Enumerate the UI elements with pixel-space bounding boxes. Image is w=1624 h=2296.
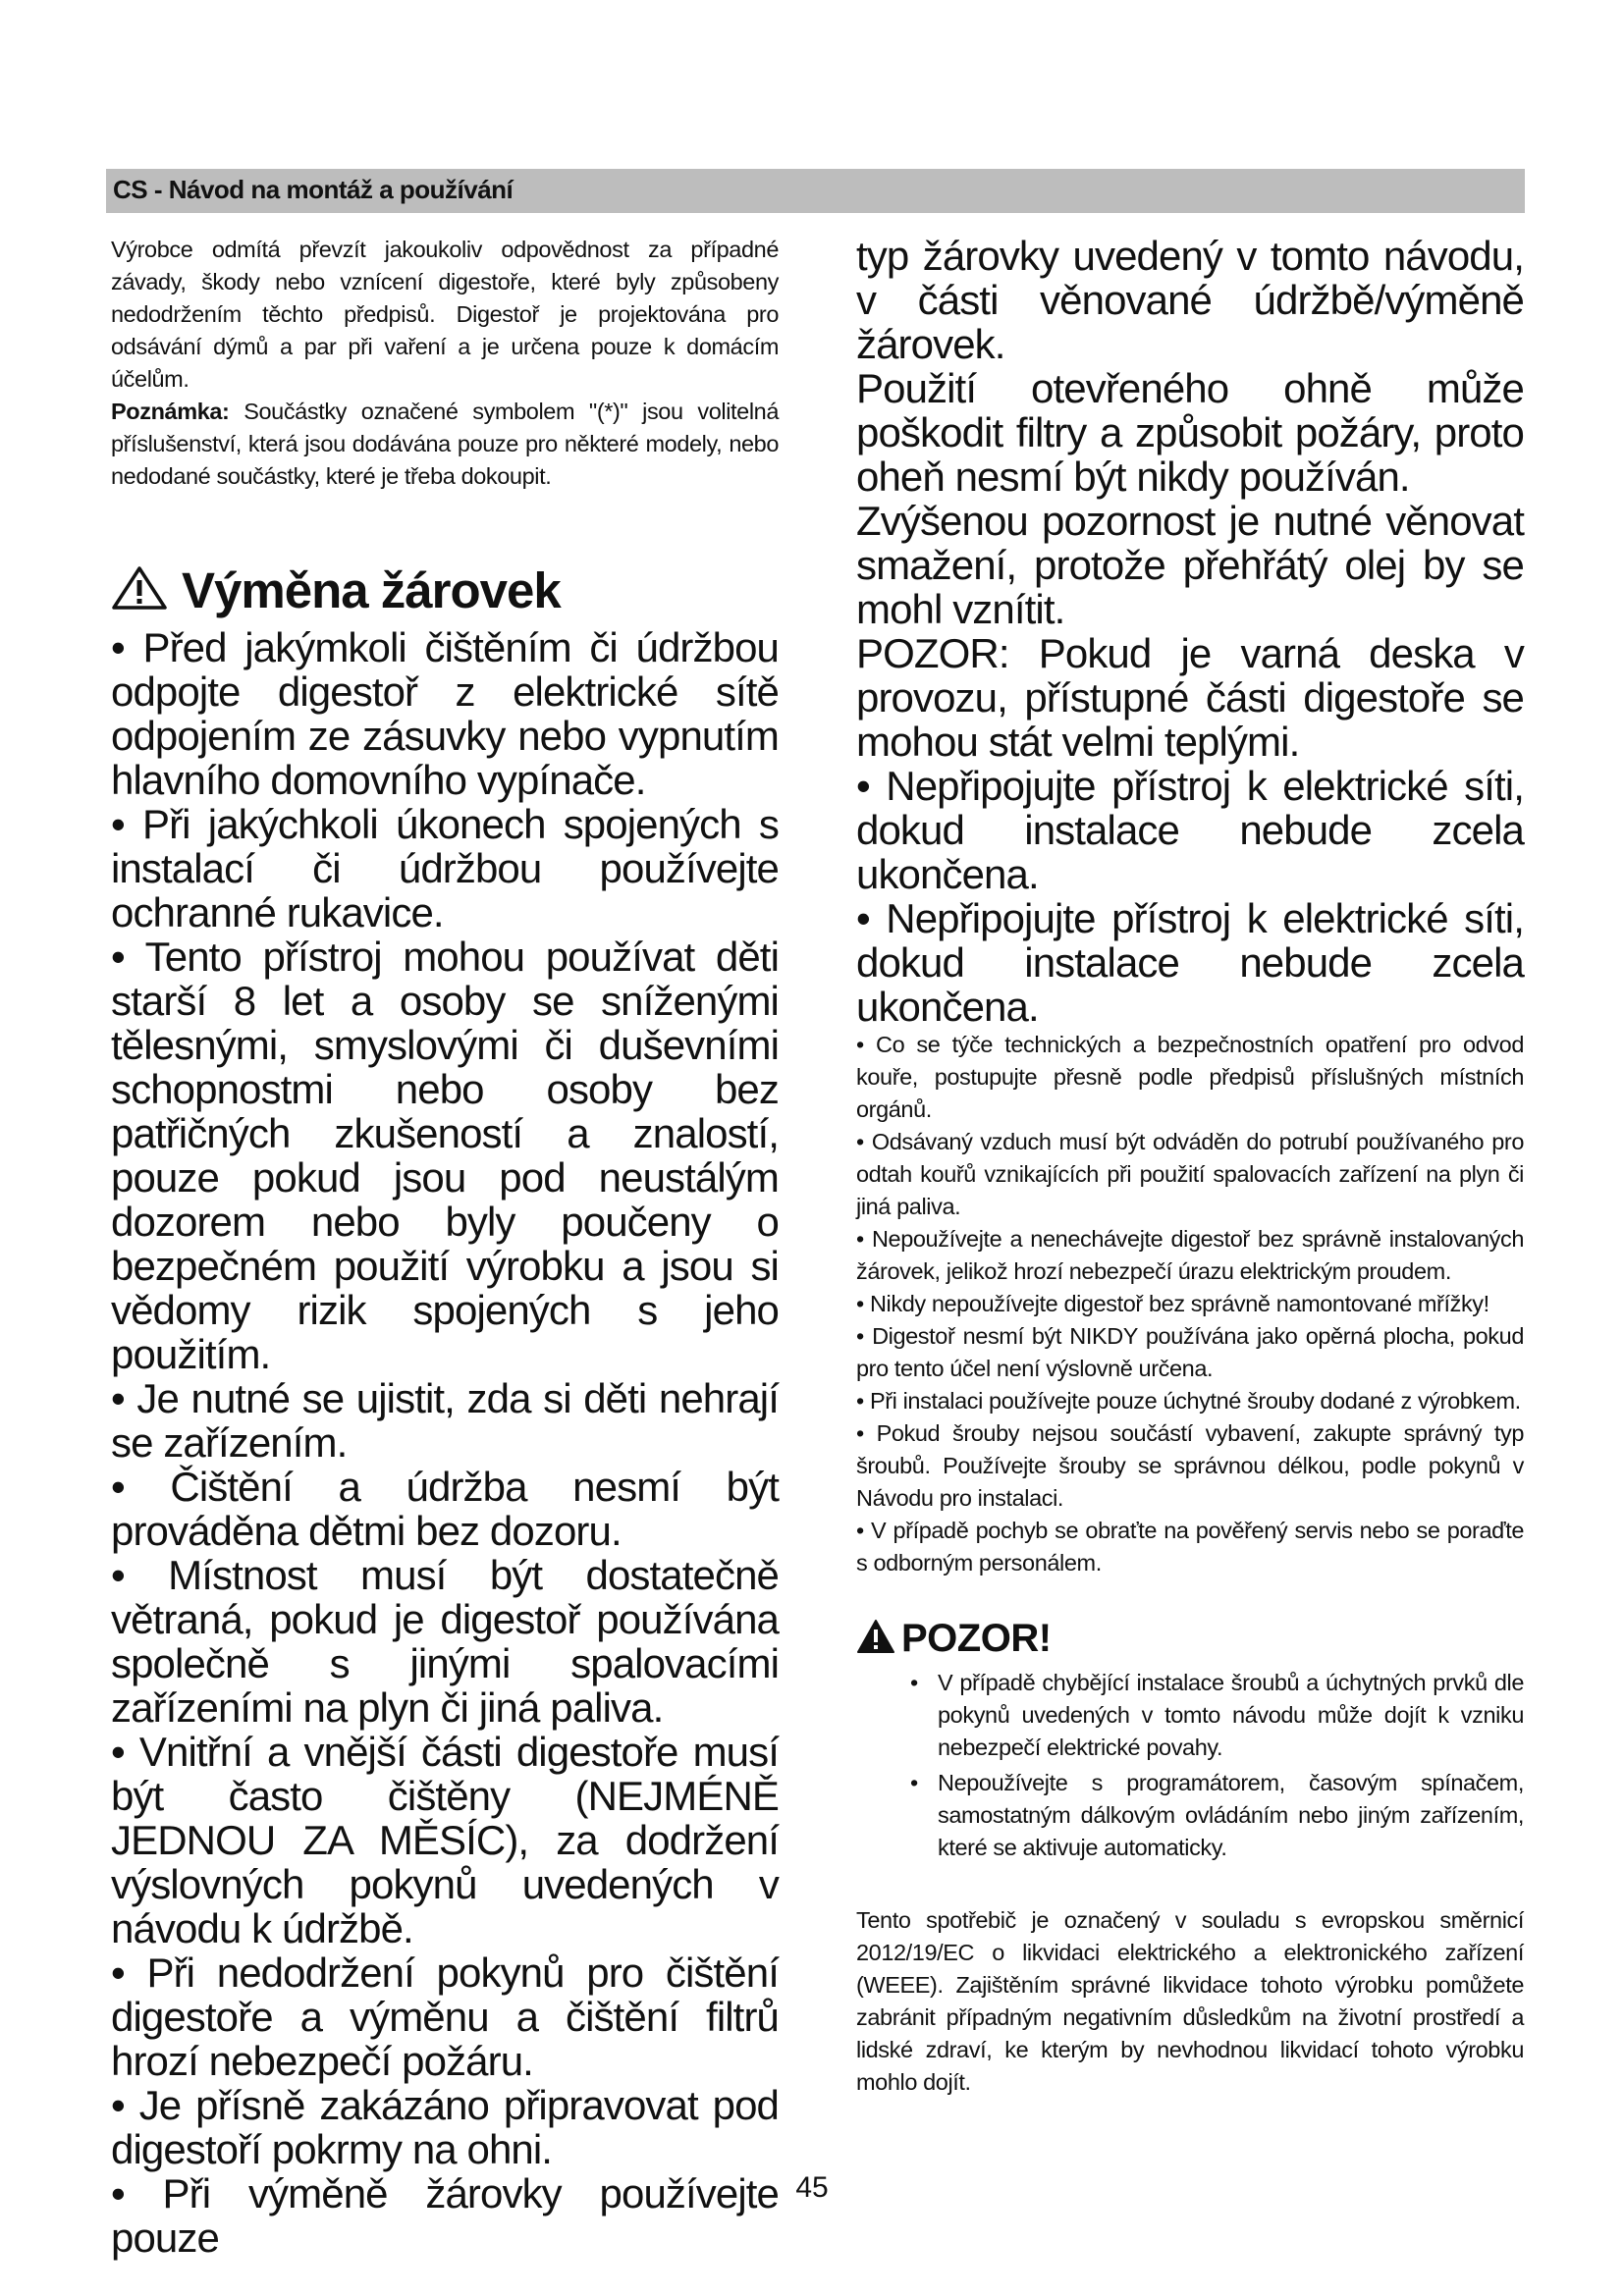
list-item: • Nepoužívejte a nenechávejte digestoř bez správně instalovaných žárovek, jelikož hrozí nebezpečí úrazu elektrickým proudem.	[856, 1226, 1524, 1284]
header-bar	[106, 169, 1525, 213]
list-item: • Při nedodržení pokynů pro čištění digestoře a výměnu a čištění filtrů hrozí nebezpečí požáru.	[111, 1949, 779, 2084]
list-item: • Při výměně žárovky používejte pouze	[111, 2170, 779, 2261]
bullet: •	[910, 1670, 918, 1695]
list-item: • Odsávaný vzduch musí být odváděn do potrubí používaného pro odtah kouřů vznikajících při použití spalovacích zařízení na plyn či jiná paliva.	[856, 1129, 1524, 1219]
note-label: Poznámka:	[111, 399, 230, 424]
list-item: • Pokud šrouby nejsou součástí vybavení, zakupte správný typ šroubů. Používejte šrouby se správnou délkou, podle pokynů v Návodu pro instalaci.	[856, 1420, 1524, 1511]
warning-list	[856, 1667, 1524, 1864]
list-item: • Je přísně zakázáno připravovat pod digestoří pokrmy na ohni.	[111, 2082, 779, 2172]
weee-paragraph: Tento spotřebič je označený v souladu s evropskou směrnicí 2012/19/EC o likvidaci elektrického a elektronického zařízení (WEEE). Zajištěním správné likvidace tohoto výrobku pomůžete zabránit případným negativním důsledkům na životní prostředí a lidské zdraví, ke kterým by nevhodnou likvidací tohoto výrobku mohlo dojít.	[856, 1907, 1524, 2095]
section-heading	[111, 561, 779, 619]
large-paragraph: POZOR: Pokud je varná deska v provozu, přístupné části digestoře se mohou stát velmi teplými.	[856, 630, 1524, 765]
list-item: • V případě pochyb se obraťte na pověřený servis nebo se poraďte s odborným personálem.	[856, 1518, 1524, 1575]
large-paragraph: typ žárovky uvedený v tomto návodu, v části věnované údržbě/výměně žárovek.	[856, 233, 1524, 367]
page-number: 45	[795, 2171, 829, 2204]
large-paragraph: • Nepřipojujte přístroj k elektrické síti, dokud instalace nebude zcela ukončena.	[856, 895, 1524, 1030]
bullet: •	[910, 1770, 918, 1795]
warning-outline-icon	[111, 565, 168, 615]
list-item: • Digestoř nesmí být NIKDY používána jako opěrná plocha, pokud pro tento účel není výslovně určena.	[856, 1323, 1524, 1381]
warning-item	[910, 1667, 1524, 1764]
warning-item-text: Nepoužívejte s programátorem, časovým spínačem, samostatným dálkovým ovládáním nebo jiným zařízením, které se aktivuje automaticky.	[938, 1770, 1524, 1860]
warning-title: POZOR!	[901, 1617, 1052, 1660]
list-item: • Nikdy nepoužívejte digestoř bez správně namontované mřížky!	[856, 1291, 1489, 1316]
list-item: • Tento přístroj mohou používat děti starší 8 let a osoby se sníženými tělesnými, smyslovými či duševními schopnostmi nebo osoby bez patřičných zkušeností a znalostí, pouze pokud jsou pod neustálým dozorem nebo byly poučeny o bezpečném použití výrobku a jsou si vědomy rizik spojených s jeho použitím.	[111, 934, 779, 1377]
large-paragraph: Použití otevřeného ohně může poškodit filtry a způsobit požáry, proto oheň nesmí být nikdy používán.	[856, 365, 1524, 500]
large-paragraph: • Nepřipojujte přístroj k elektrické síti, dokud instalace nebude zcela ukončena.	[856, 763, 1524, 897]
section-title: Výměna žárovek	[182, 562, 561, 618]
note-paragraph	[111, 396, 779, 493]
list-item: • Je nutné se ujistit, zda si děti nehrají se zařízením.	[111, 1375, 779, 1466]
list-item: • Při instalaci používejte pouze úchytné šrouby dodané z výrobkem.	[856, 1388, 1521, 1414]
list-item: • Místnost musí být dostatečně větraná, pokud je digestoř používána společně s jinými spalovacími zařízeními na plyn či jiná paliva.	[111, 1552, 779, 1731]
note-text: Součástky označené symbolem "(*)" jsou volitelná příslušenství, která jsou dodávána pouze pro některé modely, nebo nedodané součástky, které je třeba dokoupit.	[111, 399, 779, 489]
list-item: • Před jakýmkoli čištěním či údržbou odpojte digestoř z elektrické sítě odpojením ze zásuvky nebo vypnutím hlavního domovního vypínače.	[111, 624, 779, 803]
warning-filled-icon	[856, 1619, 895, 1659]
list-item: • Co se týče technických a bezpečnostních opatření pro odvod kouře, postupujte přesně podle předpisů příslušných místních orgánů.	[856, 1032, 1524, 1122]
warning-heading	[856, 1617, 1524, 1661]
intro-paragraph: Výrobce odmítá převzít jakoukoliv odpovědnost za případné závady, škody nebo vznícení digestoře, které byly způsobeny nedodržením těchto předpisů. Digestoř je projektována pro odsávání dýmů a par při vaření a je určena pouze k domácím účelům.	[111, 237, 779, 392]
warning-item-text: V případě chybějící instalace šroubů a úchytných prvků dle pokynů uvedených v tomto návodu může dojít k vzniku nebezpečí elektrické povahy.	[938, 1670, 1524, 1760]
header-title: CS - Návod na montáž a používání	[113, 175, 514, 204]
warning-item	[910, 1767, 1524, 1864]
list-item: • Vnitřní a vnější části digestoře musí být často čištěny (NEJMÉNĚ JEDNOU ZA MĚSÍC), za dodržení výslovných pokynů uvedených v návodu k údržbě.	[111, 1729, 779, 1951]
spacer	[856, 1867, 1524, 1904]
right-column	[856, 234, 1524, 2099]
left-column	[111, 234, 779, 2260]
large-paragraph: Zvýšenou pozornost je nutné věnovat smažení, protože přehřátý olej by se mohl vznítit.	[856, 498, 1524, 632]
list-item: • Čištění a údržba nesmí být prováděna dětmi bez dozoru.	[111, 1464, 779, 1554]
list-item: • Při jakýchkoli úkonech spojených s instalací či údržbou používejte ochranné rukavice.	[111, 801, 779, 935]
